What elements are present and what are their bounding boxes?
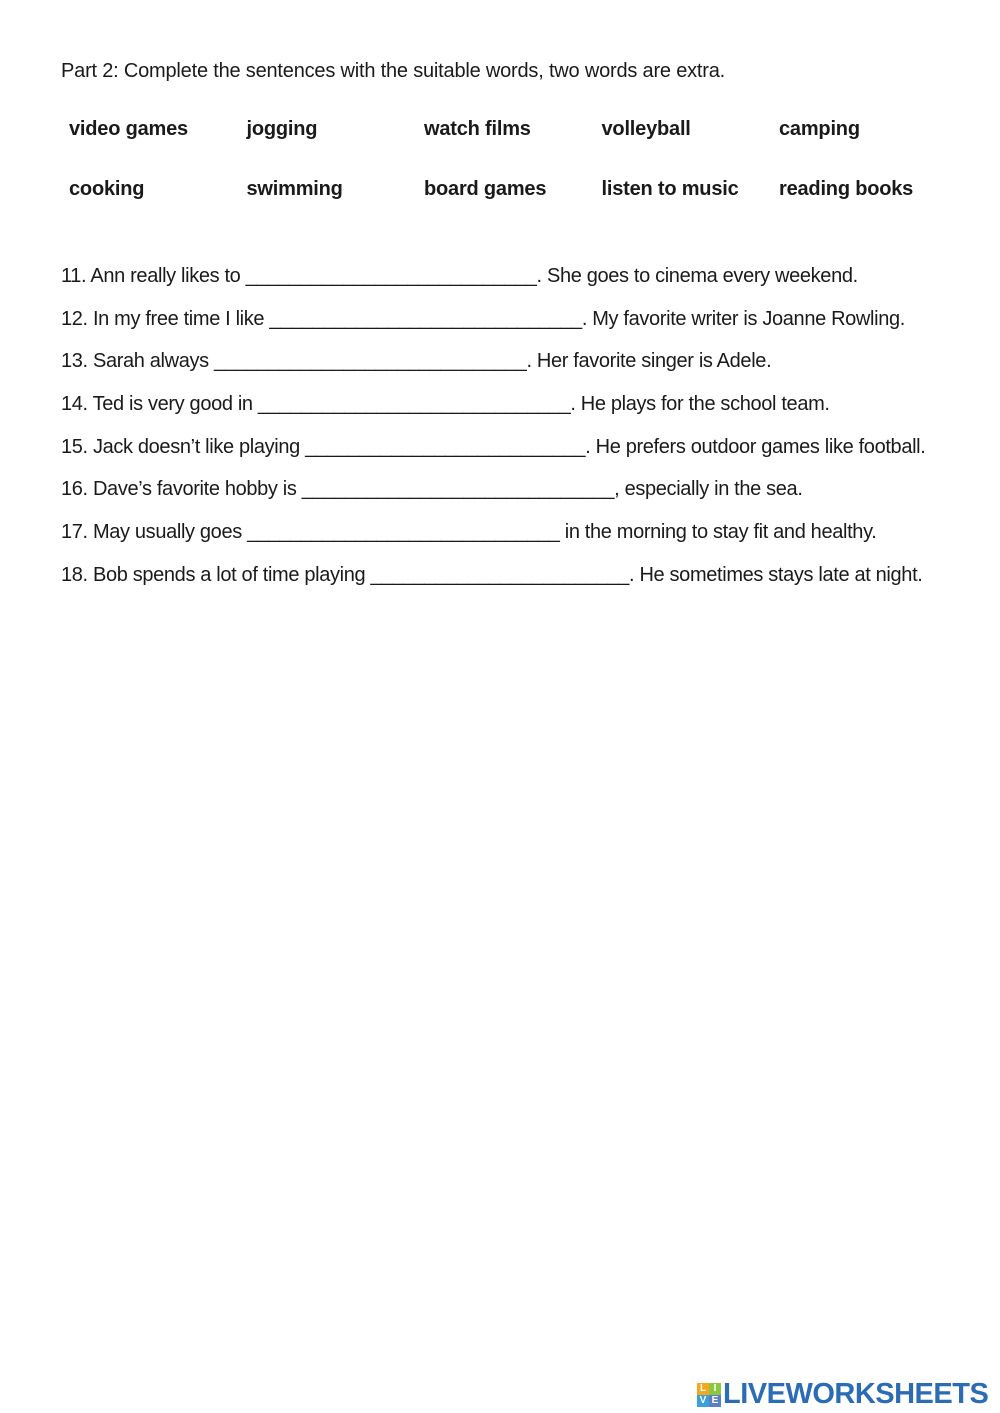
word-bank-item: video games	[69, 118, 188, 140]
answer-blank[interactable]: ___________________________	[245, 265, 537, 287]
sentence-text: 17. May usually goes	[61, 521, 248, 544]
answer-blank[interactable]: _____________________________	[301, 478, 615, 501]
liveworksheets-logo	[697, 1378, 988, 1411]
sentence-text: . He prefers outdoor games like football.	[585, 435, 926, 458]
answer-blank[interactable]: _____________________________	[214, 350, 527, 373]
sentence-text: . He sometimes stays late at night.	[629, 563, 923, 586]
word-bank-row-1	[69, 118, 969, 178]
sentence-16	[61, 478, 961, 521]
sentence-list	[61, 265, 961, 607]
answer-blank[interactable]: ________________________	[370, 563, 630, 586]
sentence-text: . Her favorite singer is Adele.	[526, 350, 772, 373]
logo-text: LIVEWORKSHEETS	[723, 1378, 989, 1410]
sentence-text: 12. In my free time I like	[61, 307, 270, 330]
sentence-text: 16. Dave’s favorite hobby is	[61, 478, 302, 501]
logo-mark-letter: V	[697, 1395, 709, 1407]
sentence-text: , especially in the sea.	[614, 478, 803, 501]
sentence-text: 14. Ted is very good in	[61, 393, 258, 416]
sentence-12	[61, 308, 961, 351]
sentence-text: . She goes to cinema every weekend.	[536, 265, 858, 287]
sentence-15	[61, 436, 961, 479]
instruction-text: Part 2: Complete the sentences with the suitable words, two words are extra.	[61, 60, 726, 82]
sentence-text: 18. Bob spends a lot of time playing	[61, 563, 371, 586]
answer-blank[interactable]: _____________________________	[247, 521, 560, 544]
sentence-14	[61, 393, 961, 436]
logo-mark-letter: L	[697, 1383, 709, 1395]
word-bank-item: listen to music	[601, 178, 739, 200]
sentence-13	[61, 350, 961, 393]
logo-mark-letter: E	[709, 1395, 721, 1407]
answer-blank[interactable]: _____________________________	[269, 307, 582, 330]
word-bank-item: camping	[779, 118, 860, 140]
sentence-11	[61, 265, 961, 308]
answer-blank[interactable]: _____________________________	[257, 393, 571, 416]
sentence-text: 11. Ann really likes to	[61, 265, 246, 287]
word-bank-item: swimming	[246, 178, 343, 200]
word-bank-item: watch films	[424, 118, 531, 140]
word-bank-item: reading books	[779, 178, 914, 200]
word-bank-item: volleyball	[601, 118, 691, 140]
logo-mark-letter: I	[709, 1383, 721, 1395]
word-bank-row-2	[69, 178, 969, 238]
sentence-text: . He plays for the school team.	[570, 393, 830, 416]
answer-blank[interactable]: __________________________	[305, 435, 586, 458]
sentence-text: . My favorite writer is Joanne Rowling.	[581, 307, 905, 330]
sentence-text: in the morning to stay fit and healthy.	[559, 521, 877, 544]
sentence-text: 13. Sarah always	[61, 350, 215, 373]
sentence-18	[61, 564, 961, 607]
sentence-text: 15. Jack doesn’t like playing	[61, 435, 306, 458]
liveworksheets-logo-icon	[697, 1383, 721, 1407]
word-bank-item: jogging	[246, 118, 318, 140]
word-bank	[69, 118, 969, 238]
word-bank-item: board games	[424, 178, 547, 200]
word-bank-item: cooking	[69, 178, 145, 200]
sentence-17	[61, 521, 961, 564]
